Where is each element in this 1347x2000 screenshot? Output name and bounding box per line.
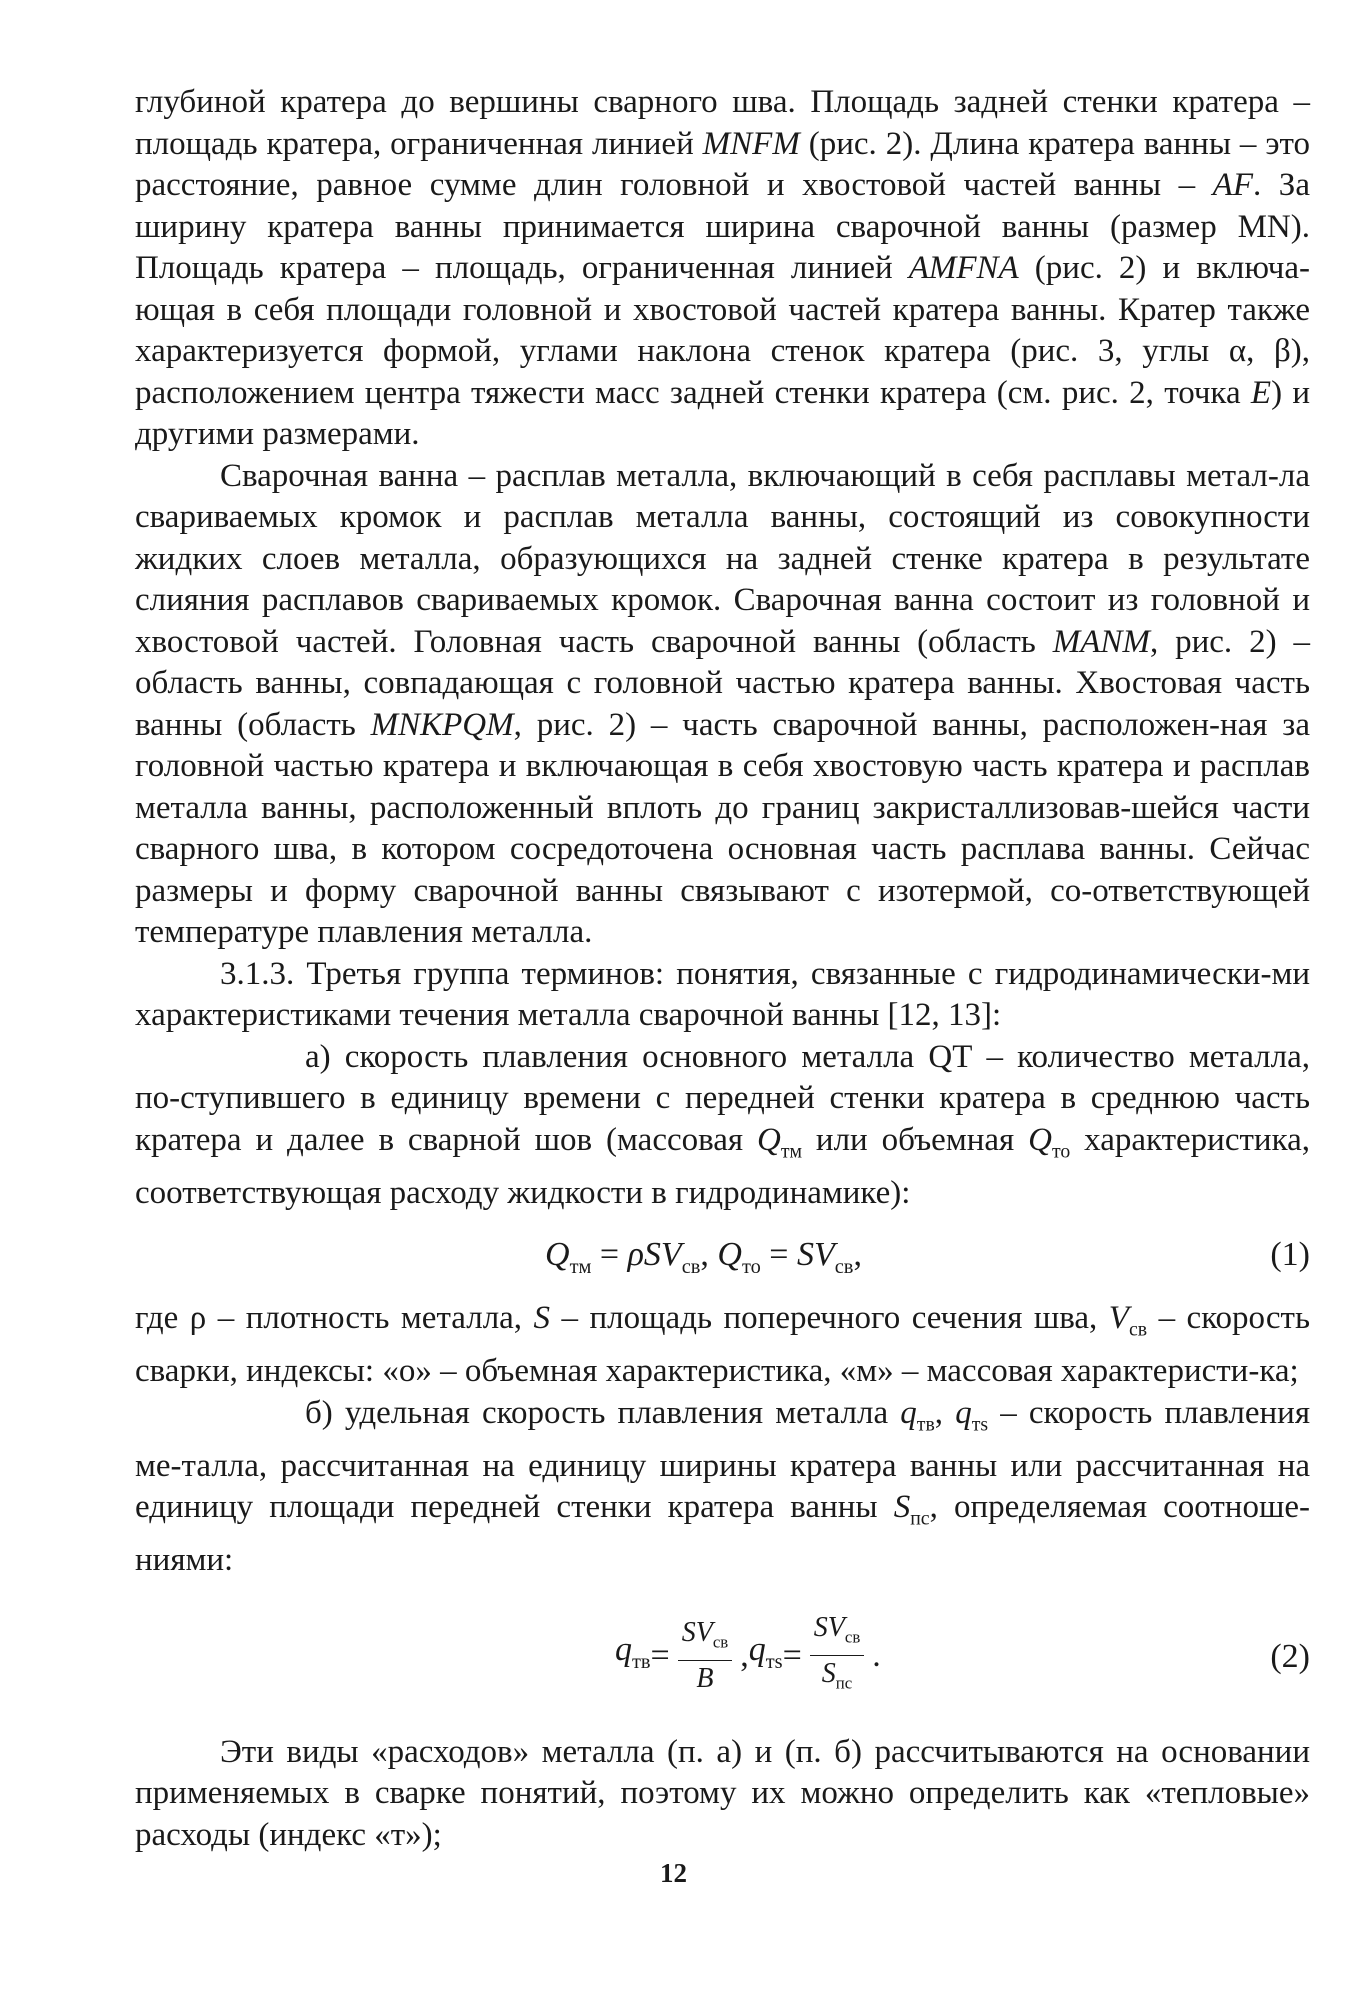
formula-2-expression: $q_{тв}$ = $\frac{SV_{св}}{B}$ , $q_{тs}$ = $\frac{SV_{св}}{S_{пс}}$ . xyxy=(615,1610,881,1702)
formula-2-number: (2) xyxy=(1270,1637,1310,1675)
paragraph-thermal-rates: Эти виды «расходов» металла (п. а) и (п. б) рассчитываются на основании применяемых в сварке понятий, поэтому их можно определить как «тепловые» расходы (индекс «т»); xyxy=(135,1733,1310,1853)
page-number: 12 xyxy=(660,1858,687,1888)
fraction-sv-over-sps: $\frac{SV_{св}}{S_{пс}}$ xyxy=(810,1610,864,1702)
formula-1 xyxy=(135,1226,1310,1288)
paragraph-where: где ρ – плотность металла, S – площадь поперечного сечения шва, $V_{св}$ – скорость сварки, индексы: «о» – объемная характеристика, «м» – массовая характеристи-ка; xyxy=(135,1300,1310,1390)
paragraph-weld-pool: Сварочная ванна – расплав металла, включающий в себя расплавы метал-ла свариваемых кромок и расплав металла ванны, состоящий из совокупности жидких слоев металла, образующихся на задней стенке кратера в результате слияния расплавов свариваемых кромок. Сварочная ванна состоит из головной и хвостовой частей. Головная часть сварочной ванны (область MANM, рис. 2) – область ванны, совпадающая с головной частью кратера ванны. Хвостовая часть ванны (область MNKPQM, рис. 2) – часть сварочной ванны, расположен-ная за головной частью кратера и включающая в себя хвостовую часть кратера и расплав металла ванны, расположенный вплоть до границ закристаллизовав-шейся части сварного шва, в котором сосредоточена основная часть расплава ванны. Сейчас размеры и форму сварочной ванны связывают с изотермой, со-ответствующей температуре плавления металла. xyxy=(135,457,1310,950)
formula-2 xyxy=(135,1598,1310,1708)
paragraph-crater: глубиной кратера до вершины сварного шва. Площадь задней стенки кратера – площадь кратера, ограниченная линией MNFM (рис. 2). Длина кратера ванны – это расстояние, равное сумме длин головной и хвостовой частей ванны – AF. За ширину кратера ванны принимается ширина сварочной ванны (размер MN). Площадь кратера – площадь, ограниченная линией AMFNA (рис. 2) и включа-ющая в себя площади головной и хвостовой частей кратера ванны. Кратер также характеризуется формой, углами наклона стенок кратера (рис. 3, углы α, β), расположением центра тяжести масс задней стенки кратера (см. рис. 2, точка E) и другими размерами. xyxy=(135,84,1311,452)
formula-1-expression: $Q_{тм} = \rho SV_{св}$, $Q_{то} = SV_{св}$, xyxy=(545,1236,862,1278)
paragraph-item-b: б) удельная скорость плавления металла $q_{тв}$, $q_{тs}$ – скорость плавления ме-талла, рассчитанная на единицу ширины кратера ванны или рассчитанная на единицу площади передней стенки кратера ванны $S_{пс}$, определяемая соотноше-ниями: xyxy=(135,1394,1311,1579)
paragraph-section-3-1-3: 3.1.3. Третья группа терминов: понятия, связанные с гидродинамически-ми характеристиками течения металла сварочной ванны [12, 13]: xyxy=(135,955,1310,1033)
body-text xyxy=(135,82,1310,1856)
paragraph-item-a: а) скорость плавления основного металла QТ – количество металла, по-ступившего в единицу времени с передней стенки кратера в среднюю часть кратера и далее в сварной шов (массовая $Q_{тм}$ или объемная $Q_{то}$ характеристика, соответствующая расходу жидкости в гидродинамике): xyxy=(135,1038,1310,1211)
formula-1-number: (1) xyxy=(1270,1236,1310,1274)
fraction-sv-over-b: $\frac{SV_{св}}{B}$ xyxy=(678,1615,732,1698)
